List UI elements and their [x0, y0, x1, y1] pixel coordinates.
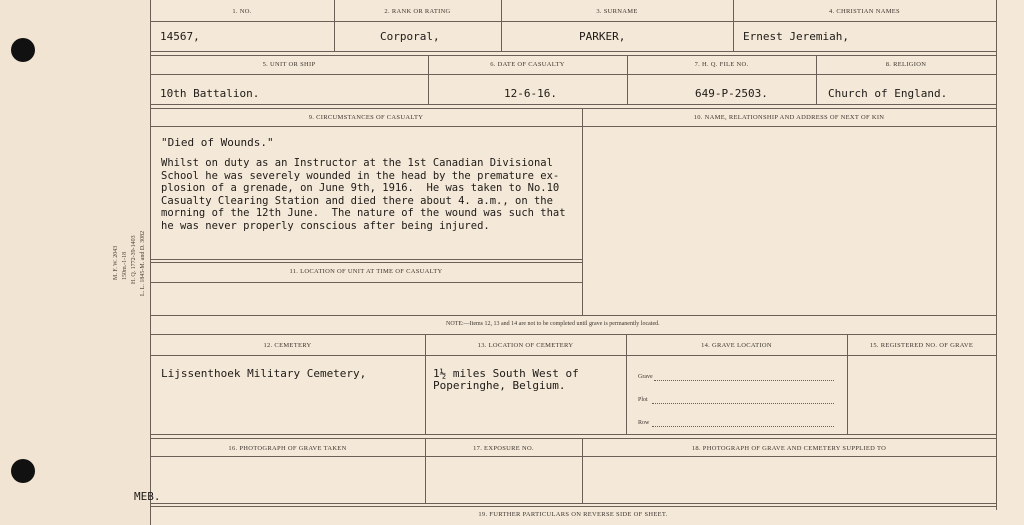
header-religion: 8. RELIGION	[885, 61, 927, 68]
margin-print-3: H. Q. 1772-39-1403	[131, 235, 137, 284]
value-location-cemetery-1: 1½ miles South West of	[433, 367, 579, 380]
rule	[582, 108, 583, 315]
circumstances-line: he was never properly conscious after being injured.	[161, 219, 490, 232]
initials: MEB.	[134, 490, 161, 503]
rule	[150, 51, 996, 52]
header-surname: 3. SURNAME	[596, 8, 638, 15]
rule	[150, 355, 996, 356]
circumstances-body	[161, 157, 566, 233]
header-registered-no: 15. REGISTERED NO. OF GRAVE	[869, 342, 974, 349]
grave-dotted-line	[654, 380, 834, 381]
circumstances-line: morning of the 12th June. The nature of the wound was such that	[161, 207, 566, 220]
header-hq-file: 7. H. Q. FILE NO.	[694, 61, 749, 68]
rule	[150, 259, 582, 260]
circumstances-title: "Died of Wounds."	[161, 136, 274, 149]
rule	[150, 282, 582, 283]
circumstances-line: School he was severely wounded in the head by the premature ex-	[161, 169, 560, 182]
circumstances-line: Whilst on duty as an Instructor at the 1st Canadian Divisional	[161, 157, 553, 169]
rule	[150, 456, 996, 457]
header-location-cemetery: 13. LOCATION OF CEMETERY	[477, 342, 574, 349]
plot-dotted-line	[652, 403, 834, 404]
value-date: 12-6-16.	[504, 87, 557, 100]
rule	[150, 126, 996, 127]
rule	[150, 108, 996, 109]
value-surname: PARKER,	[579, 30, 626, 43]
header-next-of-kin: 10. NAME, RELATIONSHIP AND ADDRESS OF NEXT OF KIN	[693, 114, 885, 121]
rule	[150, 315, 996, 316]
header-cemetery: 12. CEMETERY	[263, 342, 312, 349]
rule	[150, 434, 996, 435]
rule	[847, 334, 848, 434]
header-photo-supplied: 18. PHOTOGRAPH OF GRAVE AND CEMETERY SUPPLIED TO	[691, 445, 887, 452]
rule	[150, 503, 996, 504]
header-location-unit: 11. LOCATION OF UNIT AT TIME OF CASUALTY	[289, 268, 443, 275]
circumstances-line: Casualty Clearing Station and died there about 4. a.m., on the	[161, 194, 553, 207]
circumstances-line: plosion of a grenade, on June 9th, 1916. He was taken to No.10	[161, 182, 560, 195]
value-cemetery: Lijssenthoek Military Cemetery,	[161, 367, 367, 380]
value-unit: 10th Battalion.	[160, 87, 260, 100]
rule	[150, 104, 996, 105]
margin-print-2: 150m.-1-18	[122, 251, 128, 280]
rule	[425, 334, 426, 434]
header-christian-names: 4. CHRISTIAN NAMES	[829, 8, 900, 15]
header-unit: 5. UNIT OR SHIP	[262, 61, 316, 68]
value-location-cemetery-2: Poperinghe, Belgium.	[433, 379, 566, 392]
value-rank: Corporal,	[380, 30, 440, 43]
rule	[150, 334, 996, 335]
header-rank: 2. RANK OR RATING	[384, 8, 451, 15]
row-label: Row	[638, 420, 650, 426]
rule	[150, 74, 996, 75]
grave-label: Grave	[638, 374, 653, 380]
header-photo-taken: 16. PHOTOGRAPH OF GRAVE TAKEN	[228, 445, 347, 452]
rule	[150, 262, 582, 263]
rule	[150, 506, 996, 507]
punch-hole-top	[11, 38, 35, 62]
punch-hole-bottom	[11, 459, 35, 483]
rule	[626, 334, 627, 434]
row-dotted-line	[652, 426, 834, 427]
rule	[996, 0, 997, 510]
rule	[150, 21, 996, 22]
header-no: 1. NO.	[232, 8, 252, 15]
margin-print-4: L. L. 1845-M. and D. 3082	[140, 230, 146, 296]
plot-label: Plot	[638, 397, 648, 403]
header-circumstances: 9. CIRCUMSTANCES OF CASUALTY	[308, 114, 424, 121]
value-religion: Church of England.	[828, 87, 948, 100]
value-christian-names: Ernest Jeremiah,	[743, 30, 849, 43]
rule	[150, 438, 996, 439]
note-items: NOTE:—Items 12, 13 and 14 are not to be completed until grave is permanently located.	[446, 321, 660, 327]
header-grave-location: 14. GRAVE LOCATION	[701, 342, 772, 349]
margin-print-1: M. F. W. 2043	[113, 245, 119, 280]
value-no: 14567,	[160, 30, 200, 43]
header-exposure: 17. EXPOSURE NO.	[473, 445, 534, 452]
footer-further-particulars: 19. FURTHER PARTICULARS ON REVERSE SIDE OF SHEET.	[478, 511, 668, 518]
rule	[150, 55, 996, 56]
value-hq-file: 649-P-2503.	[695, 87, 768, 100]
header-date: 6. DATE OF CASUALTY	[490, 61, 565, 68]
